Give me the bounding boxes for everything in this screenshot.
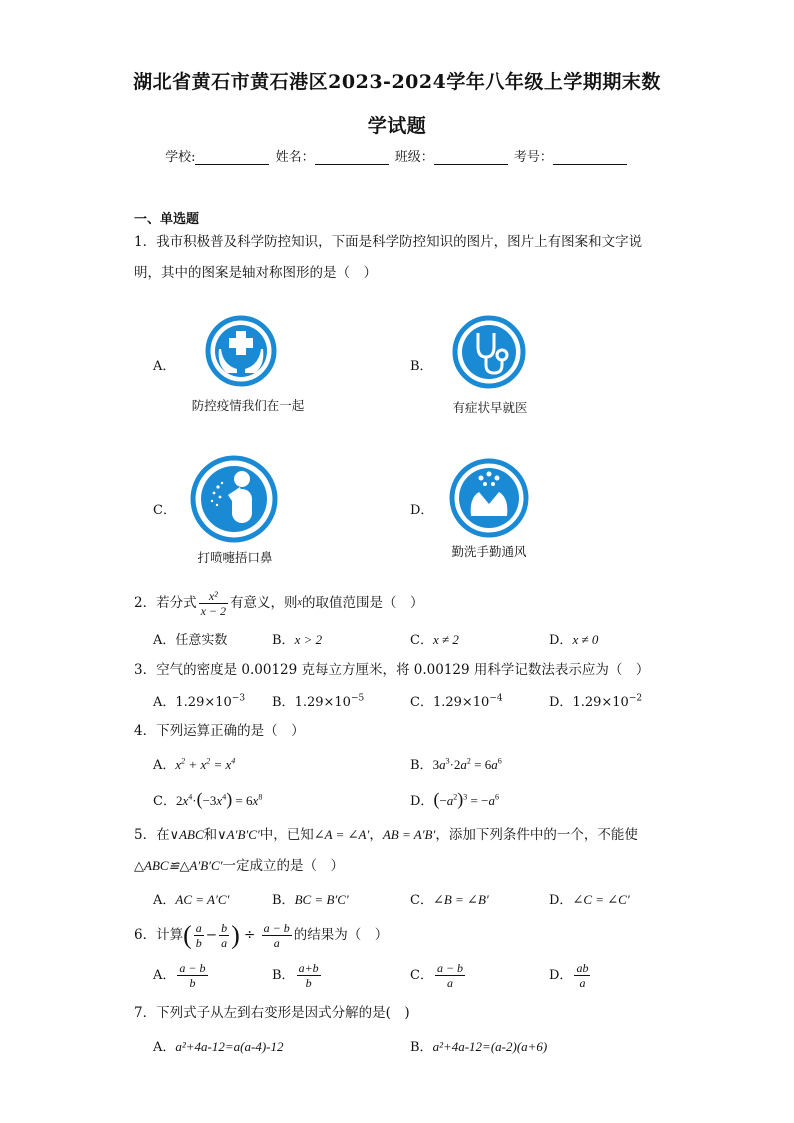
q5-option-d bbox=[549, 889, 630, 908]
q4-option-b-label: B． bbox=[410, 758, 433, 773]
q2-option-a: A．任意实数 bbox=[153, 633, 228, 648]
q3-option-b-label: B． bbox=[272, 695, 295, 710]
q2-option-b-label: B． bbox=[272, 633, 295, 648]
q4-option-c-label: C． bbox=[153, 794, 176, 809]
q4-option-d: D．$(-a^2)^3 = -a^6$ bbox=[410, 789, 499, 809]
q1-option-c-label: C． bbox=[153, 503, 176, 518]
q5-stem-line2 bbox=[134, 856, 344, 876]
q5-option-c-expr: ∠B = ∠B′ bbox=[432, 892, 489, 907]
q6-option-a-label: A． bbox=[153, 968, 176, 983]
q1-text-line2: 明，其中的图案是轴对称图形的是（ ） bbox=[134, 265, 377, 281]
q2-suffix1: 有意义，则 bbox=[230, 595, 298, 611]
q5-condition-2: AB = A′B′ bbox=[382, 827, 436, 842]
section-heading: 一、单选题 bbox=[134, 212, 200, 227]
q5-option-d-label: D． bbox=[549, 893, 573, 908]
hands-cross-icon bbox=[205, 315, 277, 387]
q2-option-d bbox=[549, 629, 598, 648]
q6-prefix: 6．计算 bbox=[134, 927, 184, 943]
q2-suffix2: 的取值范围是（ ） bbox=[301, 595, 424, 611]
q4-option-a-label: A． bbox=[153, 758, 176, 773]
exam-number-label: 考号： bbox=[513, 150, 553, 165]
document-title-line1: 湖北省黄石市黄石港区2023-2024学年八年级上学期期末数 bbox=[133, 71, 661, 93]
q6-option-d-label: D． bbox=[549, 968, 573, 983]
name-label: 姓名： bbox=[275, 150, 315, 165]
q2-fraction-denominator: x − 2 bbox=[200, 604, 227, 618]
q5-text-c: 中，已知 bbox=[259, 827, 314, 843]
q5-separator: ， bbox=[369, 827, 383, 843]
q5-text-a: 5．在 bbox=[134, 827, 170, 843]
q3-option-d-base: 1.29×10 bbox=[572, 695, 629, 710]
q5-congruence: △ABC≌△A′B′C′ bbox=[134, 858, 223, 873]
class-blank bbox=[434, 151, 508, 165]
q7-option-b-label: B． bbox=[410, 1040, 433, 1055]
q6-stem: 6．计算( $\frac{a}{b}$ − $\frac{b}{a}$ ) ÷ $\frac{a - b}{a}$ 的结果为（ ） bbox=[134, 920, 389, 950]
q5-triangle-2: ∨A′B′C′ bbox=[217, 827, 260, 842]
q2-option-b bbox=[272, 629, 322, 648]
q5-option-a-expr: AC = A′C′ bbox=[175, 892, 230, 907]
q1-text-line1: 1．我市积极普及科学防控知识，下面是科学防控知识的图片，图片上有图案和文字说 bbox=[134, 234, 643, 250]
q5-option-c bbox=[410, 889, 489, 908]
class-label: 班级： bbox=[394, 150, 434, 165]
exam-number-blank bbox=[553, 151, 627, 165]
q3-option-c bbox=[410, 691, 503, 710]
name-blank bbox=[315, 151, 389, 165]
q3-option-d bbox=[549, 691, 642, 710]
q2-option-c-label: C． bbox=[410, 633, 433, 648]
q3-option-c-exponent: −4 bbox=[489, 693, 503, 704]
q2-option-c-expr: x ≠ 2 bbox=[432, 632, 459, 647]
q7-stem: 7．下列式子从左到右变形是因式分解的是( ) bbox=[134, 1005, 410, 1021]
q3-option-a-label: A． bbox=[153, 695, 176, 710]
q1-option-d-label: D． bbox=[410, 503, 434, 518]
q5-option-a bbox=[153, 889, 229, 908]
q6-option-b-label: B． bbox=[272, 968, 295, 983]
hand-washing-icon bbox=[449, 458, 529, 538]
q2-fraction bbox=[199, 589, 228, 618]
q7-option-b bbox=[410, 1036, 547, 1055]
q6-option-c-label: C． bbox=[410, 968, 433, 983]
q5-option-c-label: C． bbox=[410, 893, 433, 908]
q2-option-d-label: D． bbox=[549, 633, 573, 648]
q5-option-b-expr: BC = B′C′ bbox=[294, 892, 349, 907]
q1-option-a-label: A． bbox=[153, 359, 176, 374]
q3-option-c-base: 1.29×10 bbox=[432, 695, 490, 710]
q2-fraction-numerator: x² bbox=[199, 589, 228, 604]
school-label: 学校: bbox=[165, 150, 196, 165]
q5-option-d-expr: ∠C = ∠C′ bbox=[572, 892, 630, 907]
q4-option-b: B．$3a^3\cdot 2a^2 = 6a^6$ bbox=[410, 756, 502, 773]
q2-stem bbox=[134, 585, 423, 621]
q5-option-a-label: A． bbox=[153, 893, 176, 908]
q6-option-c: C． $\frac{a - b}{a}$ bbox=[410, 961, 464, 990]
student-info-line bbox=[0, 146, 794, 165]
q3-stem: 3．空气的密度是 0.00129 克每立方厘米，将 0.00129 用科学记数法表示应为（ ） bbox=[134, 662, 650, 678]
q3-option-b bbox=[272, 691, 364, 710]
q5-option-b bbox=[272, 889, 349, 908]
q3-option-d-label: D． bbox=[549, 695, 573, 710]
q1-option-b-label: B． bbox=[410, 359, 433, 374]
q7-option-a-expr: a²+4a-12=a(a-4)-12 bbox=[175, 1039, 284, 1054]
q4-option-a: A．$x^2 + x^2 = x^4$ bbox=[153, 756, 236, 773]
q1-option-c-caption: 打喷嚏捂口鼻 bbox=[197, 550, 273, 565]
q7-option-b-expr: a²+4a-12=(a-2)(a+6) bbox=[432, 1039, 548, 1054]
q5-condition-1: ∠A = ∠A′ bbox=[313, 827, 370, 842]
q3-option-a bbox=[153, 691, 245, 710]
q2-option-c bbox=[410, 629, 459, 648]
q6-option-d: D． $\frac{ab}{a}$ bbox=[549, 961, 589, 990]
q7-option-a bbox=[153, 1036, 283, 1055]
q4-option-c: C．$2x^4\cdot(-3x^4) = 6x^8$ bbox=[153, 789, 263, 809]
q6-suffix: 的结果为（ ） bbox=[293, 927, 389, 943]
q2-variable: x bbox=[297, 597, 302, 608]
q5-text-e: 一定成立的是（ ） bbox=[222, 858, 345, 874]
sneeze-person-icon bbox=[190, 455, 278, 543]
q4-option-d-label: D． bbox=[410, 794, 434, 809]
q1-option-d-caption: 勤洗手勤通风 bbox=[451, 544, 527, 559]
q5-triangle-1: ∨ABC bbox=[169, 827, 204, 842]
q2-option-d-expr: x ≠ 0 bbox=[572, 632, 599, 647]
q1-option-b-caption: 有症状早就医 bbox=[452, 400, 528, 415]
q1-option-a-caption: 防控疫情我们在一起 bbox=[191, 398, 305, 413]
q6-option-a: A． $\frac{a - b}{b}$ bbox=[153, 961, 206, 990]
document-title-line2: 学试题 bbox=[367, 115, 427, 137]
q3-option-b-base: 1.29×10 bbox=[294, 695, 351, 710]
q2-option-b-expr: x > 2 bbox=[294, 632, 323, 647]
q7-option-a-label: A． bbox=[153, 1040, 176, 1055]
q5-text-d: ，添加下列条件中的一个，不能使 bbox=[435, 827, 638, 843]
q2-prefix: 2．若分式 bbox=[134, 595, 197, 611]
q5-option-b-label: B． bbox=[272, 893, 295, 908]
q3-option-b-exponent: −5 bbox=[350, 693, 365, 704]
q6-option-b: B． $\frac{a+b}{b}$ bbox=[272, 961, 319, 990]
q5-text-b: 和 bbox=[203, 827, 218, 843]
q5-stem-line1 bbox=[134, 825, 638, 845]
school-blank bbox=[195, 151, 269, 165]
q3-option-a-exponent: −3 bbox=[231, 693, 246, 704]
q3-option-a-base: 1.29×10 bbox=[175, 695, 232, 710]
stethoscope-icon bbox=[452, 315, 526, 389]
q3-option-c-label: C． bbox=[410, 695, 433, 710]
q3-option-d-exponent: −2 bbox=[628, 693, 643, 704]
q4-stem: 4．下列运算正确的是（ ） bbox=[134, 723, 305, 739]
